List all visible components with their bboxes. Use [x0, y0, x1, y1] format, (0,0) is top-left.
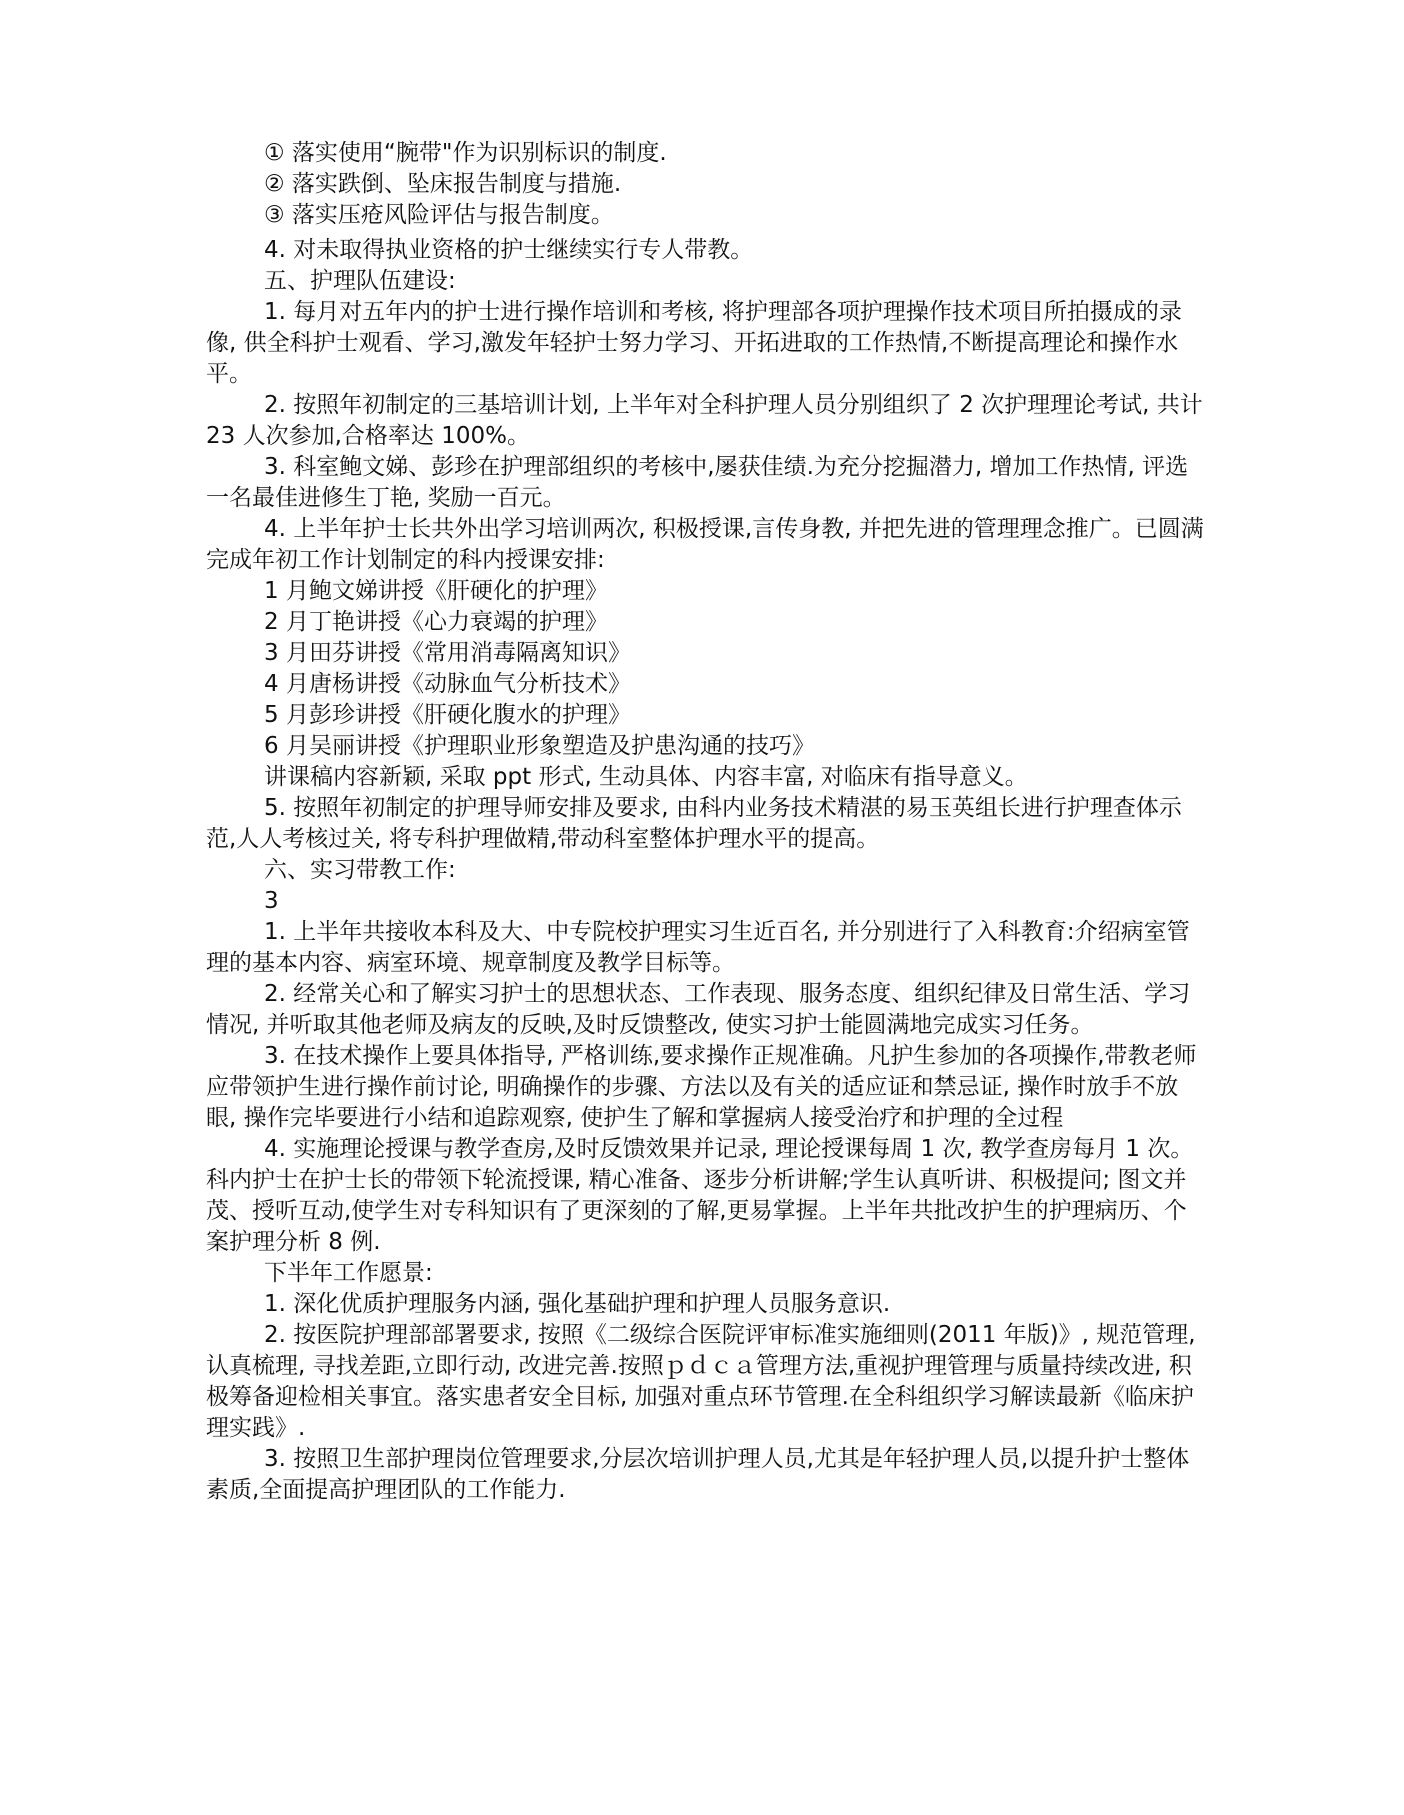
document-body [206, 138, 1206, 1506]
lecture-item-february: 2 月丁艳讲授《心力衰竭的护理》 [264, 609, 608, 635]
lecture-item-march: 3 月田芬讲授《常用消毒隔离知识》 [264, 640, 631, 666]
section-heading-second-half-vision: 下半年工作愿景: [264, 1260, 433, 1286]
paragraph-technical-guidance: 3. 在技术操作上要具体指导, 严格训练,要求操作正规准确。凡护生参加的各项操作,带教老师应带领护生进行操作前讨论, 明确操作的步骤、方法以及有关的适应证和禁忌证, 操作时放手不放眼, 操作完毕要进行小结和追踪观察, 使护生了解和掌握病人接受治疗和护理的全过程 [206, 1043, 1197, 1131]
paragraph-fall-report: ② 落实跌倒、坠床报告制度与措施. [264, 171, 622, 197]
paragraph-theory-exam: 2. 按照年初制定的三基培训计划, 上半年对全科护理人员分别组织了 2 次护理理论考试, 共计 23 人次参加,合格率达 100%。 [206, 392, 1203, 449]
paragraph-pressure-ulcer: ③ 落实压疮风险评估与报告制度。 [264, 202, 614, 228]
lecture-item-june: 6 月吴丽讲授《护理职业形象塑造及护患沟通的技巧》 [264, 733, 815, 759]
lecture-item-april: 4 月唐杨讲授《动脉血气分析技术》 [264, 671, 631, 697]
section-heading-internship-teaching: 六、实习带教工作: [264, 857, 456, 883]
paragraph-mentor-arrangement: 5. 按照年初制定的护理导师安排及要求, 由科内业务技术精湛的易玉英组长进行护理查体示范,人人考核过关, 将专科护理做精,带动科室整体护理水平的提高。 [206, 795, 1182, 852]
paragraph-lecture-summary: 讲课稿内容新颖, 采取 ppt 形式, 生动具体、内容丰富, 对临床有指导意义。 [264, 764, 1028, 790]
paragraph-quality-service: 1. 深化优质护理服务内涵, 强化基础护理和护理人员服务意识. [264, 1291, 891, 1317]
section-heading-team-building: 五、护理队伍建设: [264, 268, 456, 294]
lecture-item-january: 1 月鲍文娣讲授《肝硬化的护理》 [264, 578, 608, 604]
paragraph-monthly-training: 1. 每月对五年内的护士进行操作培训和考核, 将护理部各项护理操作技术项目所拍摄成的录像, 供全科护士观看、学习,激发年轻护士努力学习、开拓进取的工作热情,不断提高理论和操作水平。 [206, 299, 1182, 387]
paragraph-head-nurse-training: 4. 上半年护士长共外出学习培训两次, 积极授课,言传身教, 并把先进的管理理念推广。已圆满完成年初工作计划制定的科内授课安排: [206, 516, 1204, 573]
paragraph-intern-reception: 1. 上半年共接收本科及大、中专院校护理实习生近百名, 并分别进行了入科教育:介绍病室管理的基本内容、病室环境、规章制度及教学目标等。 [206, 919, 1190, 976]
paragraph-assessment-results: 3. 科室鲍文娣、彭珍在护理部组织的考核中,屡获佳绩.为充分挖掘潜力, 增加工作热情, 评选一名最佳进修生丁艳, 奖励一百元。 [206, 454, 1189, 511]
paragraph-unlicensed-nurses: 4. 对未取得执业资格的护士继续实行专人带教。 [264, 237, 754, 263]
paragraph-theory-teaching: 4. 实施理论授课与教学查房,及时反馈效果并记录, 理论授课每周 1 次, 教学查房每月 1 次。科内护士在护士长的带领下轮流授课, 精心准备、逐步分析讲解;学生认真听讲、积极提问; 图文并茂、授听互动,使学生对专科知识有了更深刻的了解,更易掌握。上半年共批改护生的护理病历、个案护理分析 8 例. [206, 1136, 1194, 1255]
paragraph-intern-care: 2. 经常关心和了解实习护士的思想状态、工作表现、服务态度、组织纪律及日常生活、学习情况, 并听取其他老师及病友的反映,及时反馈整改, 使实习护士能圆满地完成实习任务。 [206, 981, 1191, 1038]
page-number-text: 3 [264, 888, 279, 914]
paragraph-hospital-requirements: 2. 按医院护理部部署要求, 按照《二级综合医院评审标准实施细则(2011 年版)》, 规范管理, 认真梳理, 寻找差距,立即行动, 改进完善.按照ｐｄｃａ管理方法,重视护理管理与质量持续改进, 积极筹备迎检相关事宜。落实患者安全目标, 加强对重点环节管理.在全科组织学习解读最新《临床护理实践》. [206, 1322, 1196, 1441]
paragraph-staff-training: 3. 按照卫生部护理岗位管理要求,分层次培训护理人员,尤其是年轻护理人员,以提升护士整体素质,全面提高护理团队的工作能力. [206, 1446, 1190, 1503]
lecture-item-may: 5 月彭珍讲授《肝硬化腹水的护理》 [264, 702, 631, 728]
paragraph-wristband: ① 落实使用“腕带"作为识别标识的制度. [264, 140, 667, 166]
